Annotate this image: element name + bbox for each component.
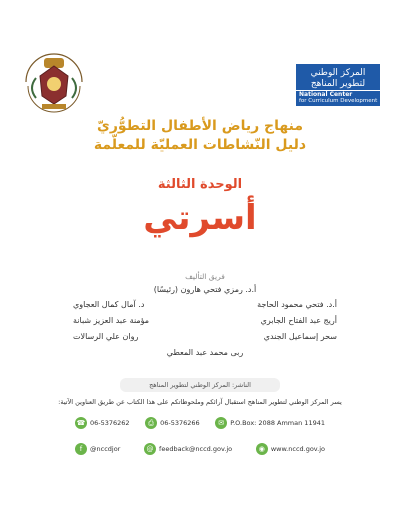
social-contact[interactable] <box>75 443 120 455</box>
nccd-logo-english-line1: National Center <box>299 91 353 98</box>
authors-section <box>55 272 355 357</box>
email-icon: @ <box>144 443 156 455</box>
main-title: أسرتي <box>143 198 257 238</box>
nccd-logo <box>296 64 380 106</box>
team-heading: فريق التأليف <box>185 272 225 281</box>
curriculum-title: منهاج رياض الأطفال التطوُّريّ <box>97 118 303 134</box>
website-contact[interactable] <box>256 443 325 455</box>
unit-title: الوحدة الثالثة <box>157 177 243 192</box>
author-row <box>55 316 355 325</box>
author-name: د. آمال كمال العجاوي <box>73 300 145 309</box>
contacts-row <box>75 417 325 429</box>
author-row <box>55 300 355 309</box>
author-name: روان علي الرسالات <box>73 332 139 341</box>
author-row <box>55 332 355 341</box>
guide-title: دليل النّشاطات العمليّة للمعلّمة <box>93 137 307 153</box>
feedback-intro: يسر المركز الوطني لتطوير المناهج استقبال آرائكم وملحوظاتكم على هذا الكتاب عن طريق العناوين الآتية: <box>58 398 342 406</box>
phone-icon: ☎ <box>76 419 86 427</box>
email-address: feedback@nccd.gov.jo <box>159 445 233 453</box>
globe-icon: ◉ <box>256 443 268 455</box>
social-handle: @nccdjor <box>90 445 121 453</box>
website-url: www.nccd.gov.jo <box>270 445 325 453</box>
phone-number: 06-5376262 <box>90 419 130 427</box>
publisher-label: الناشر: المركز الوطني لتطوير المناهج <box>120 378 280 392</box>
contacts-row <box>75 443 325 455</box>
phone-contact[interactable] <box>75 417 130 429</box>
author-name: ربى محمد عبد المعطي <box>166 348 244 357</box>
nccd-logo-arabic: المركز الوطني لتطوير المناهج <box>296 64 380 90</box>
nccd-logo-english-line2: for Curriculum Development <box>299 98 378 104</box>
email-contact[interactable] <box>144 443 232 455</box>
author-name: سحر إسماعيل الجندي <box>263 332 337 341</box>
author-name: مؤمنة عبد العزيز شبانة <box>73 316 150 325</box>
pobox-contact <box>215 417 325 429</box>
facebook-icon: f <box>75 443 87 455</box>
fax-number: 06-5376266 <box>160 419 200 427</box>
author-name: أريج عبد الفتاح الجابري <box>260 316 337 325</box>
team-lead: أ.د. رمزي فتحي هارون (رئيسًا) <box>153 285 257 294</box>
jordan-crest-logo <box>18 52 90 114</box>
author-name: أ.د. فتحي محمود الحاجة <box>257 300 337 309</box>
fax-contact[interactable] <box>145 417 200 429</box>
pobox-text: P.O.Box: 2088 Amman 11941 <box>230 419 325 427</box>
nccd-logo-english <box>296 90 380 106</box>
mailbox-icon: ✉ <box>215 417 227 429</box>
fax-icon: ⎙ <box>145 417 157 429</box>
